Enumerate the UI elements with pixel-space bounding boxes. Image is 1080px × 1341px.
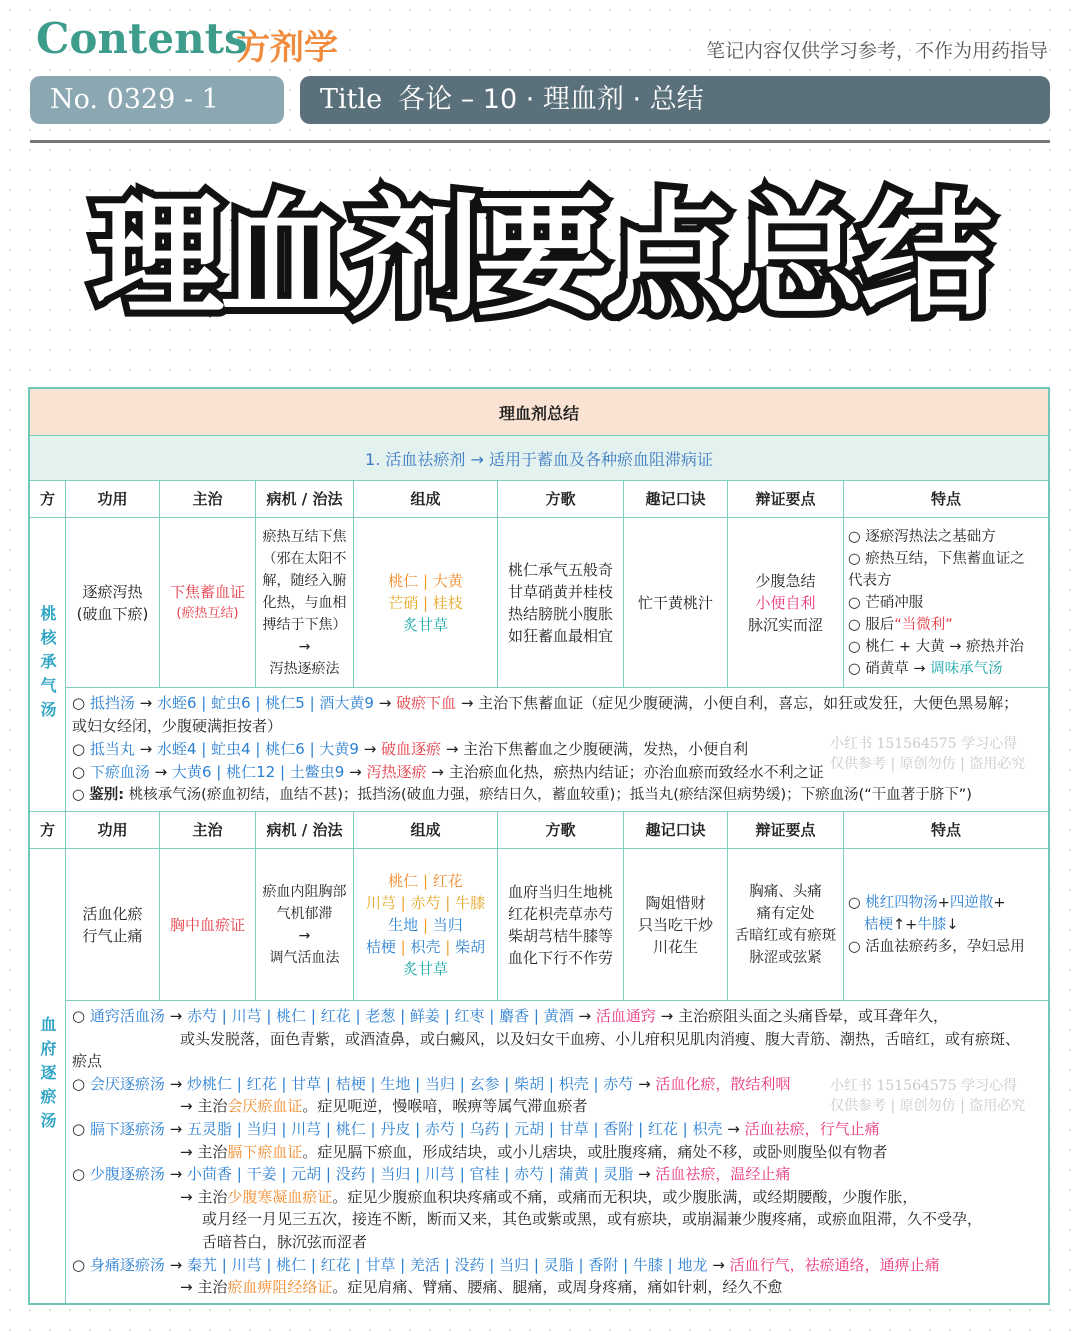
herb: 炙甘草 bbox=[402, 615, 448, 634]
keypoint-text: 舌暗红或有瘀斑 bbox=[734, 927, 837, 944]
mechanism-text: 泻热逐瘀法 bbox=[269, 660, 340, 677]
mechanism-text: 瘀热互结下焦 bbox=[262, 528, 347, 545]
song-line: 甘草硝黄并桂枝 bbox=[507, 582, 613, 601]
herb: 桃仁 bbox=[388, 871, 419, 890]
note-number: No. 0329 - 1 bbox=[30, 76, 284, 124]
col-header: 功用 bbox=[66, 481, 160, 517]
compare-label: 鉴别: bbox=[89, 787, 125, 803]
related-name: 身痛逐瘀汤 bbox=[89, 1255, 165, 1274]
herb: 川芎 bbox=[365, 893, 396, 912]
col-header: 主治 bbox=[160, 481, 256, 517]
related-text: → 主治 bbox=[180, 1278, 228, 1297]
related-text: → 主治 bbox=[180, 1187, 228, 1206]
effect-cell bbox=[66, 518, 160, 688]
table-row bbox=[66, 849, 1048, 1001]
keypoint-text: 少腹急结 bbox=[755, 571, 816, 590]
related-text: 舌暗苔白，脉沉弦而涩者 bbox=[202, 1232, 368, 1251]
related-text: → 主治瘀阻头面之头痛昏晕，或耳聋年久， bbox=[660, 1007, 948, 1025]
herb: 红花 bbox=[432, 871, 463, 890]
mechanism-text: → bbox=[298, 927, 311, 944]
col-header: 方 bbox=[30, 481, 66, 517]
effect-text: 逐瘀泻热 bbox=[82, 582, 143, 601]
section-heading: 1. 活血祛瘀剂 → 适用于蓄血及各种瘀血阻滞病证 bbox=[30, 435, 1048, 481]
feature-text: 牛膝 bbox=[917, 916, 947, 933]
col-header: 方歌 bbox=[498, 481, 624, 517]
compare-text: 桃核承气汤(瘀血初结，血结不甚)；抵挡汤(破血力强，瘀结日久，蓄血较重)；抵当丸(瘀结深但病势缓)；下瘀血汤(“干血著于脐下”) bbox=[128, 787, 972, 803]
related-name: 少腹逐瘀汤 bbox=[89, 1165, 165, 1184]
feature-text: ○ bbox=[848, 894, 861, 911]
watermark bbox=[830, 734, 1025, 774]
song-cell bbox=[498, 518, 624, 688]
feature-cell bbox=[844, 518, 1048, 688]
keypoint-text: 脉涩或弦紧 bbox=[749, 949, 822, 966]
mechanism-text: 气机郁滞 bbox=[276, 905, 333, 922]
col-header: 趣记口诀 bbox=[624, 481, 728, 517]
disclaimer-note: 笔记内容仅供学习参考，不作为用药指导 bbox=[705, 40, 1048, 62]
mnemonic-text: 川花生 bbox=[652, 937, 698, 956]
feature-text: 调味承气汤 bbox=[930, 660, 1003, 677]
col-header: 组成 bbox=[354, 481, 498, 517]
subject-label: 方剂学 bbox=[236, 28, 338, 68]
herb: 桃仁 bbox=[388, 571, 419, 590]
col-header: 主治 bbox=[160, 812, 256, 848]
related-text: → 主治下焦蓄血证（症见少腹硬满，小便自利，喜忘，如狂或发狂，大便色黑易解； bbox=[460, 694, 1019, 712]
related-parts: 五灵脂 | 当归 | 川芎 | 桃仁 | 丹皮 | 赤芍 | 乌药 | 元胡 | 甘草 | 香附 | 红花 | 枳壳 bbox=[186, 1119, 723, 1138]
herb: 牛膝 bbox=[455, 893, 486, 912]
related-effect: 活血祛瘀，行气止痛 bbox=[744, 1119, 880, 1138]
feature-text: ○ 逐瘀泻热法之基础方 bbox=[848, 528, 996, 545]
feature-text: 四逆散 bbox=[949, 894, 994, 911]
divider bbox=[30, 140, 1050, 143]
feature-text: ↓ bbox=[946, 916, 959, 933]
mechanism-cell bbox=[256, 518, 354, 688]
song-line: 热结膀胱小腹胀 bbox=[507, 604, 613, 623]
table-row bbox=[66, 518, 1048, 688]
related-name: 下瘀血汤 bbox=[89, 763, 150, 781]
feature-text: 桃红四物汤 bbox=[865, 894, 938, 911]
feature-text: ↑+ bbox=[893, 916, 918, 933]
feature-text: ○ 活血祛瘀药多，孕妇忌用 bbox=[848, 938, 1025, 955]
song-line: 桃仁承气五般奇 bbox=[507, 560, 613, 579]
mechanism-cell bbox=[256, 849, 354, 1001]
related-name: 通窍活血汤 bbox=[89, 1007, 165, 1025]
effect-text: (破血下瘀) bbox=[76, 604, 149, 623]
feature-text: “当微利” bbox=[894, 616, 953, 633]
watermark-text: 小红书 151564575 学习心得 bbox=[830, 1078, 1018, 1094]
herb: 当归 bbox=[432, 915, 463, 934]
effect-cell bbox=[66, 849, 160, 1001]
related-name: 抵挡汤 bbox=[89, 694, 135, 712]
table-title: 理血剂总结 bbox=[30, 389, 1048, 435]
herb: 枳壳 bbox=[410, 937, 441, 956]
title-bar bbox=[300, 76, 1050, 124]
keypoint-text: 胸痛、头痛 bbox=[749, 883, 822, 900]
indication-cell bbox=[160, 518, 256, 688]
related-text: → 主治 bbox=[180, 1097, 228, 1116]
page-title: 理血剂要点总结 bbox=[92, 180, 988, 334]
indication-text: (瘀热互结) bbox=[176, 605, 239, 621]
indication-cell: 胸中血瘀证 bbox=[160, 849, 256, 1001]
mechanism-text: （邪在太阳不 bbox=[262, 550, 347, 567]
effect-text: 活血化瘀 bbox=[82, 904, 143, 923]
header-row bbox=[30, 481, 1048, 518]
composition-cell: 桃仁 | 红花 川芎 | 赤芍 | 牛膝 生地 | 当归 桔梗 | 枳壳 | 柴胡 炙甘草 bbox=[354, 849, 498, 1001]
herb: 大黄 bbox=[432, 571, 463, 590]
mechanism-text: → bbox=[298, 638, 311, 655]
watermark-text: 仅供参考 | 原创勿仿 | 盗用必究 bbox=[830, 1098, 1026, 1114]
related-indication: 会厌瘀血证 bbox=[227, 1097, 303, 1116]
song-line: 如狂蓄血最相宜 bbox=[507, 626, 613, 645]
col-header: 辩证要点 bbox=[728, 812, 844, 848]
herb: 柴胡 bbox=[455, 937, 486, 956]
related-text: 或头发脱落，面色青紫，或酒渣鼻，或白癜风，以及妇女干血痨、小儿疳积见肌肉消瘦、腹大青筋、潮热，舌暗红，或有瘀斑、 bbox=[180, 1029, 1021, 1048]
indication-text: 下焦蓄血证 bbox=[169, 582, 245, 601]
herb: 赤芍 bbox=[410, 893, 441, 912]
related-text: 。症见少腹瘀血积块疼痛或不痛，或痛而无积块，或少腹胀满，或经期腰酸，少腹作胀， bbox=[332, 1187, 918, 1206]
feature-text: 代表方 bbox=[848, 572, 892, 589]
related-parts: 大黄6 | 桃仁12 | 土鳖虫9 bbox=[171, 763, 345, 781]
col-header: 方歌 bbox=[498, 812, 624, 848]
mnemonic-text: 陶姐惜财 bbox=[645, 893, 706, 912]
related-text: → 主治 bbox=[180, 1142, 228, 1161]
col-header: 特点 bbox=[930, 821, 961, 839]
related-effect: 泻热逐瘀 bbox=[366, 763, 427, 781]
related-effect: 活血祛瘀，温经止痛 bbox=[655, 1165, 791, 1184]
keypoint-cell bbox=[728, 849, 844, 1001]
contents-label: Contents bbox=[36, 14, 248, 63]
mnemonic-cell: 忙干黄桃汁 bbox=[624, 518, 728, 688]
feature-text: 桔梗 bbox=[864, 916, 893, 933]
song-line: 血府当归生地桃 bbox=[507, 882, 613, 901]
related-name: 抵当丸 bbox=[89, 740, 135, 758]
feature-text: ○ 桃仁 + 大黄 → 瘀热并治 bbox=[848, 638, 1024, 655]
formula-name: 血府逐瘀汤 bbox=[38, 1015, 57, 1136]
related-indication: 瘀血痹阻经络证 bbox=[227, 1278, 333, 1297]
mnemonic-text: 只当吃干炒 bbox=[637, 915, 713, 934]
keypoint-cell bbox=[728, 518, 844, 688]
related-name: 会厌逐瘀汤 bbox=[89, 1074, 165, 1093]
watermark-text: 小红书 151564575 学习心得 bbox=[830, 736, 1018, 752]
song-line: 血化下行不作劳 bbox=[507, 948, 613, 967]
col-header: 特点 bbox=[930, 490, 961, 508]
col-header: 组成 bbox=[354, 812, 498, 848]
related-formulas: ○ 通窍活血汤 → 赤芍 | 川芎 | 桃仁 | 红花 | 老葱 | 鲜姜 | 红枣 | 麝香 | 黄酒 → 活血通窍 → 主治瘀阻头面之头痛昏晕，或耳聋年久， 或头发脱落，面色青紫，或酒渣鼻，或白癜风，以及妇女干血痨、小儿疳积见肌肉消瘦、腹大青筋、潮热，舌暗红，或有瘀斑、 瘀点 ○ 会厌逐瘀汤 → 炒桃仁 | 红花 | 甘草 | 桔梗 | 生地 | 当归 | 玄参 | 柴胡 | 枳壳 | 赤芍 → 活血化瘀，散结利咽 → 主治会厌瘀血证。症见呃逆，慢喉喑，喉痹等属气滞血瘀者 ○ 膈下逐瘀汤 → 五灵脂 | 当归 | 川芎 | 桃仁 | 丹皮 | 赤芍 | 乌药 | 元胡 | 甘草 | 香附 | 红花 | 枳壳 → 活血祛瘀，行气止痛 → 主治膈下瘀血证。症见膈下瘀血，形成结块，或小儿痞块，或肚腹疼痛，痛处不移，或卧则腹坠似有物者 ○ 少腹逐瘀汤 → 小茴香 | 干姜 | 元胡 | 没药 | 当归 | 川芎 | 官桂 | 赤芍 | 蒲黄 | 灵脂 → 活血祛瘀，温经止痛 → 主治少腹寒凝血瘀证。症见少腹瘀血积块疼痛或不痛，或痛而无积块，或少腹胀满，或经期腰酸，少腹作胀， 或月经一月见三五次，接连不断，断而又来，其色或紫或黑，或有瘀块，或崩漏兼少腹疼痛，或瘀血阻滞，久不受孕， 舌暗苔白，脉沉弦而涩者 ○ 身痛逐瘀汤 → 秦艽 | 川芎 | 桃仁 | 红花 | 甘草 | 羌活 | 没药 | 当归 | 灵脂 | 香附 | 牛膝 | 地龙 → 活血行气，祛瘀通络，通痹止痛 → 主治瘀血痹阻经络证。症见肩痛、臂痛、腰痛、腿痛，或周身疼痛，痛如针刺，经久不愈 bbox=[66, 1001, 1048, 1303]
mechanism-text: 调气活血法 bbox=[269, 949, 340, 966]
related-parts: 赤芍 | 川芎 | 桃仁 | 红花 | 老葱 | 鲜姜 | 红枣 | 麝香 | 黄酒 bbox=[186, 1007, 574, 1025]
watermark bbox=[830, 1076, 1025, 1116]
herb: 芒硝 bbox=[388, 593, 419, 612]
song-line: 柴胡芎桔牛膝等 bbox=[507, 926, 613, 945]
related-effect: 活血行气，祛瘀通络，通痹止痛 bbox=[729, 1255, 940, 1274]
feature-text: + bbox=[993, 894, 1006, 911]
related-text: → 主治瘀血化热，瘀热内结证；亦治血瘀而致经水不利之证 bbox=[431, 763, 824, 781]
watermark-text: 仅供参考 | 原创勿仿 | 盗用必究 bbox=[830, 756, 1026, 772]
keypoint-text: 小便自利 bbox=[755, 593, 816, 612]
related-parts: 水蛭4 | 虻虫4 | 桃仁6 | 大黄9 bbox=[156, 740, 359, 758]
related-effect: 活血化瘀，散结利咽 bbox=[655, 1074, 791, 1093]
related-indication: 少腹寒凝血瘀证 bbox=[227, 1187, 333, 1206]
related-text: 或月经一月见三五次，接连不断，断而又来，其色或紫或黑，或有瘀块，或崩漏兼少腹疼痛，或瘀血阻滞，久不受孕， bbox=[202, 1210, 983, 1229]
related-text: 。症见膈下瘀血，形成结块，或小儿痞块，或肚腹疼痛，痛处不移，或卧则腹坠似有物者 bbox=[302, 1142, 888, 1161]
related-effect: 破瘀下血 bbox=[396, 694, 457, 712]
mechanism-text: 搏结于下焦） bbox=[262, 616, 347, 633]
feature-text: ○ 服后 bbox=[848, 616, 895, 633]
related-text: 。症见肩痛、臂痛、腰痛、腿痛，或周身疼痛，痛如针刺，经久不愈 bbox=[332, 1278, 783, 1297]
col-header: 功用 bbox=[66, 812, 160, 848]
feature-text: ○ 瘀热互结，下焦蓄血证之 bbox=[848, 550, 1025, 567]
related-text: 。症见呃逆，慢喉喑，喉痹等属气滞血瘀者 bbox=[302, 1097, 588, 1116]
feature-text: + bbox=[937, 894, 950, 911]
summary-table bbox=[28, 387, 1050, 1305]
herb: 桔梗 bbox=[365, 937, 396, 956]
related-text: → 主治下焦蓄血之少腹硬满，发热，小便自利 bbox=[445, 740, 749, 758]
header-row bbox=[30, 812, 1048, 849]
title-text: 各论 – 10 · 理血剂 · 总结 bbox=[398, 84, 704, 115]
mechanism-text: 瘀血内阻胸部 bbox=[262, 883, 347, 900]
herb: 炙甘草 bbox=[402, 959, 448, 978]
col-header: 病机 / 治法 bbox=[256, 481, 354, 517]
feature-text: ○ 硝黄草 → bbox=[848, 660, 926, 677]
song-cell bbox=[498, 849, 624, 1001]
col-header: 辩证要点 bbox=[728, 481, 844, 517]
related-formulas: ○ 抵挡汤 → 水蛭6 | 虻虫6 | 桃仁5 | 酒大黄9 → 破瘀下血 → 主治下焦蓄血证（症见少腹硬满，小便自利，喜忘，如狂或发狂，大便色黑易解； 或妇女经闭，少腹硬满拒按者） ○ 抵当丸 → 水蛭4 | 虻虫4 | 桃仁6 | 大黄9 → 破血逐瘀 → 主治下焦蓄血之少腹硬满，发热，小便自利 ○ 下瘀血汤 → 大黄6 | 桃仁12 | 土鳖虫9 → 泻热逐瘀 → 主治瘀血化热，瘀热内结证；亦治血瘀而致经水不利之证 ○ 鉴别: 桃核承气汤(瘀血初结，血结不甚)；抵挡汤(破血力强，瘀结日久，蓄血较重)；抵当丸(瘀结深但病势缓)；下瘀血汤(“干血著于脐下”) bbox=[66, 688, 1048, 811]
mnemonic-cell bbox=[624, 849, 728, 1001]
mechanism-text: 化热，与血相 bbox=[262, 594, 347, 611]
col-header: 方 bbox=[30, 812, 66, 848]
related-indication: 膈下瘀血证 bbox=[227, 1142, 303, 1161]
related-parts: 秦艽 | 川芎 | 桃仁 | 红花 | 甘草 | 羌活 | 没药 | 当归 | 灵脂 | 香附 | 牛膝 | 地龙 bbox=[186, 1255, 708, 1274]
song-line: 红花枳壳草赤芍 bbox=[507, 904, 613, 923]
feature-text: ○ 芒硝冲服 bbox=[848, 594, 924, 611]
related-text: 瘀点 bbox=[72, 1052, 103, 1071]
composition-cell: 桃仁 | 大黄 芒硝 | 桂枝 炙甘草 bbox=[354, 518, 498, 688]
herb: 桂枝 bbox=[432, 593, 463, 612]
col-header: 趣记口诀 bbox=[624, 812, 728, 848]
related-name: 膈下逐瘀汤 bbox=[89, 1119, 165, 1138]
related-effect: 破血逐瘀 bbox=[381, 740, 442, 758]
related-parts: 炒桃仁 | 红花 | 甘草 | 桔梗 | 生地 | 当归 | 玄参 | 柴胡 | 枳壳 | 赤芍 bbox=[186, 1074, 634, 1093]
keypoint-text: 脉沉实而涩 bbox=[747, 615, 823, 634]
keypoint-text: 痛有定处 bbox=[756, 905, 815, 922]
effect-text: 行气止痛 bbox=[82, 926, 143, 945]
mechanism-text: 解，随经入腑 bbox=[262, 572, 347, 589]
related-parts: 小茴香 | 干姜 | 元胡 | 没药 | 当归 | 川芎 | 官桂 | 赤芍 | 蒲黄 | 灵脂 bbox=[186, 1165, 634, 1184]
related-parts: 水蛭6 | 虻虫6 | 桃仁5 | 酒大黄9 bbox=[156, 694, 374, 712]
related-text: 或妇女经闭，少腹硬满拒按者） bbox=[72, 717, 283, 735]
title-label: Title bbox=[320, 84, 383, 115]
formula-name: 桃核承气汤 bbox=[38, 604, 57, 725]
feature-cell bbox=[844, 849, 1048, 1001]
herb: 生地 bbox=[388, 915, 419, 934]
related-effect: 活血通窍 bbox=[595, 1007, 656, 1025]
col-header: 病机 / 治法 bbox=[256, 812, 354, 848]
